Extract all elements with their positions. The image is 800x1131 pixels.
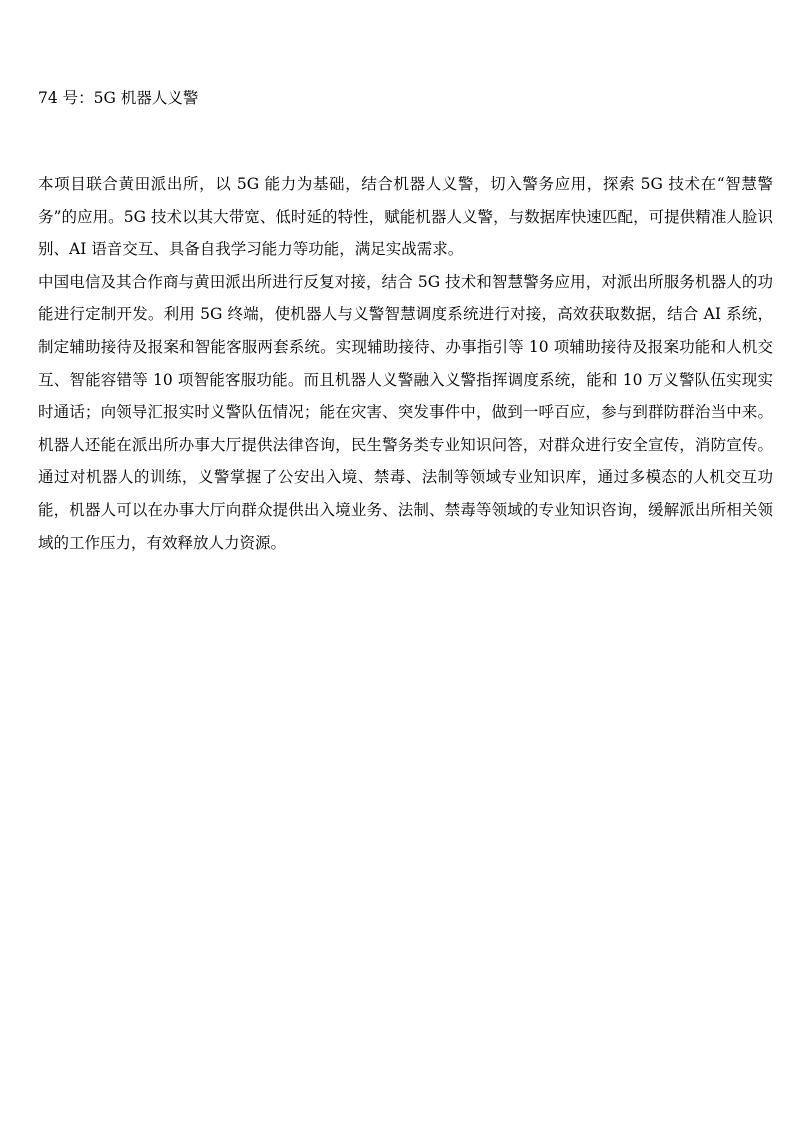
document-body bbox=[38, 168, 773, 559]
document-heading: 74 号：5G 机器人义警 bbox=[38, 89, 199, 107]
paragraph-intro: 本项目联合黄田派出所，以 5G 能力为基础，结合机器人义警，切入警务应用，探索 5G 技术在“智慧警务”的应用。5G 技术以其大带宽、低时延的特性，赋能机器人义警，与数据库快速匹配，可提供精准人脸识别、AI 语音交互、具备自我学习能力等功能，满足实战需求。 bbox=[38, 175, 773, 259]
paragraph-details: 中国电信及其合作商与黄田派出所进行反复对接，结合 5G 技术和智慧警务应用，对派出所服务机器人的功能进行定制开发。利用 5G 终端，使机器人与义警智慧调度系统进行对接，高效获取数据，结合 AI 系统，制定辅助接待及报案和智能客服两套系统。实现辅助接待、办事指引等 10 项辅助接待及报案功能和人机交互、智能容错等 10 项智能客服功能。而且机器人义警融入义警指挥调度系统，能和 10 万义警队伍实现实时通话；向领导汇报实时义警队伍情况；能在灾害、突发事件中，做到一呼百应，参与到群防群治当中来。机器人还能在派出所办事大厅提供法律咨询，民生警务类专业知识问答，对群众进行安全宣传，消防宣传。通过对机器人的训练，义警掌握了公安出入境、禁毒、法制等领域专业知识库，通过多模态的人机交互功能，机器人可以在办事大厅向群众提供出入境业务、法制、禁毒等领域的专业知识咨询，缓解派出所相关领域的工作压力，有效释放人力资源。 bbox=[38, 272, 773, 552]
